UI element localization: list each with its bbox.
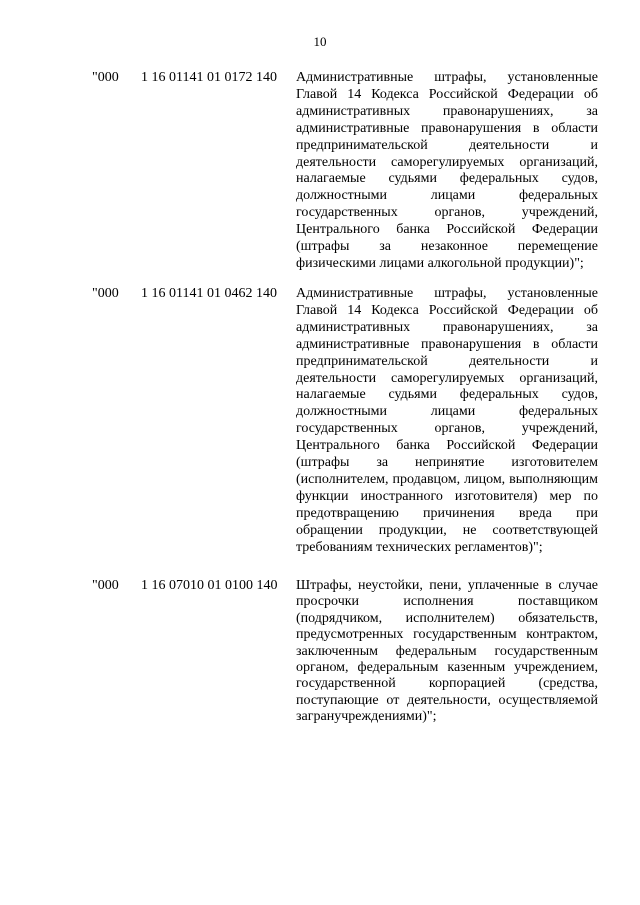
budget-classification-code: 1 16 01141 01 0462 140 xyxy=(141,286,277,301)
page-number: 10 xyxy=(313,34,327,49)
revenue-description: Административные штрафы, установленные Главой 14 Кодекса Российской Федерации об административных правонарушениях, за административные правонарушения в области предпринимательской деятельности и деятельности саморегулируемых организаций, налагаемые судьями федеральных судов, должностными лицами федеральных государственных органов, учреждений, Центрального банка Российской Федерации (штрафы за незаконное перемещение физическими лицами алкогольной продукции)"; xyxy=(296,70,598,271)
administrator-code: "000 xyxy=(92,286,119,301)
administrator-code: "000 xyxy=(92,578,119,593)
budget-classification-code: 1 16 07010 01 0100 140 xyxy=(141,578,278,593)
budget-classification-code: 1 16 01141 01 0172 140 xyxy=(141,70,277,85)
administrator-code: "000 xyxy=(92,70,119,85)
revenue-description: Административные штрафы, установленные Главой 14 Кодекса Российской Федерации об административных правонарушениях, за административные правонарушения в области предпринимательской деятельности и деятельности саморегулируемых организаций, налагаемые судьями федеральных судов, должностными лицами федеральных государственных органов, учреждений, Центрального банка Российской Федерации (штрафы за непринятие изготовителем (исполнителем, продавцом, лицом, выполняющим функции иностранного изготовителя) мер по предотвращению причинения вреда при обращении продукции, не соответствующей требованиям технических регламентов)"; xyxy=(296,286,598,555)
revenue-description: Штрафы, неустойки, пени, уплаченные в случае просрочки исполнения поставщиком (подрядчиком, исполнителем) обязательств, предусмотренных государственным контрактом, заключенным федеральным государственным органом, федеральным казенным учреждением, государственной корпорацией (средства, поступающие от деятельности, осуществляемой загранучреждениями)"; xyxy=(296,578,598,725)
